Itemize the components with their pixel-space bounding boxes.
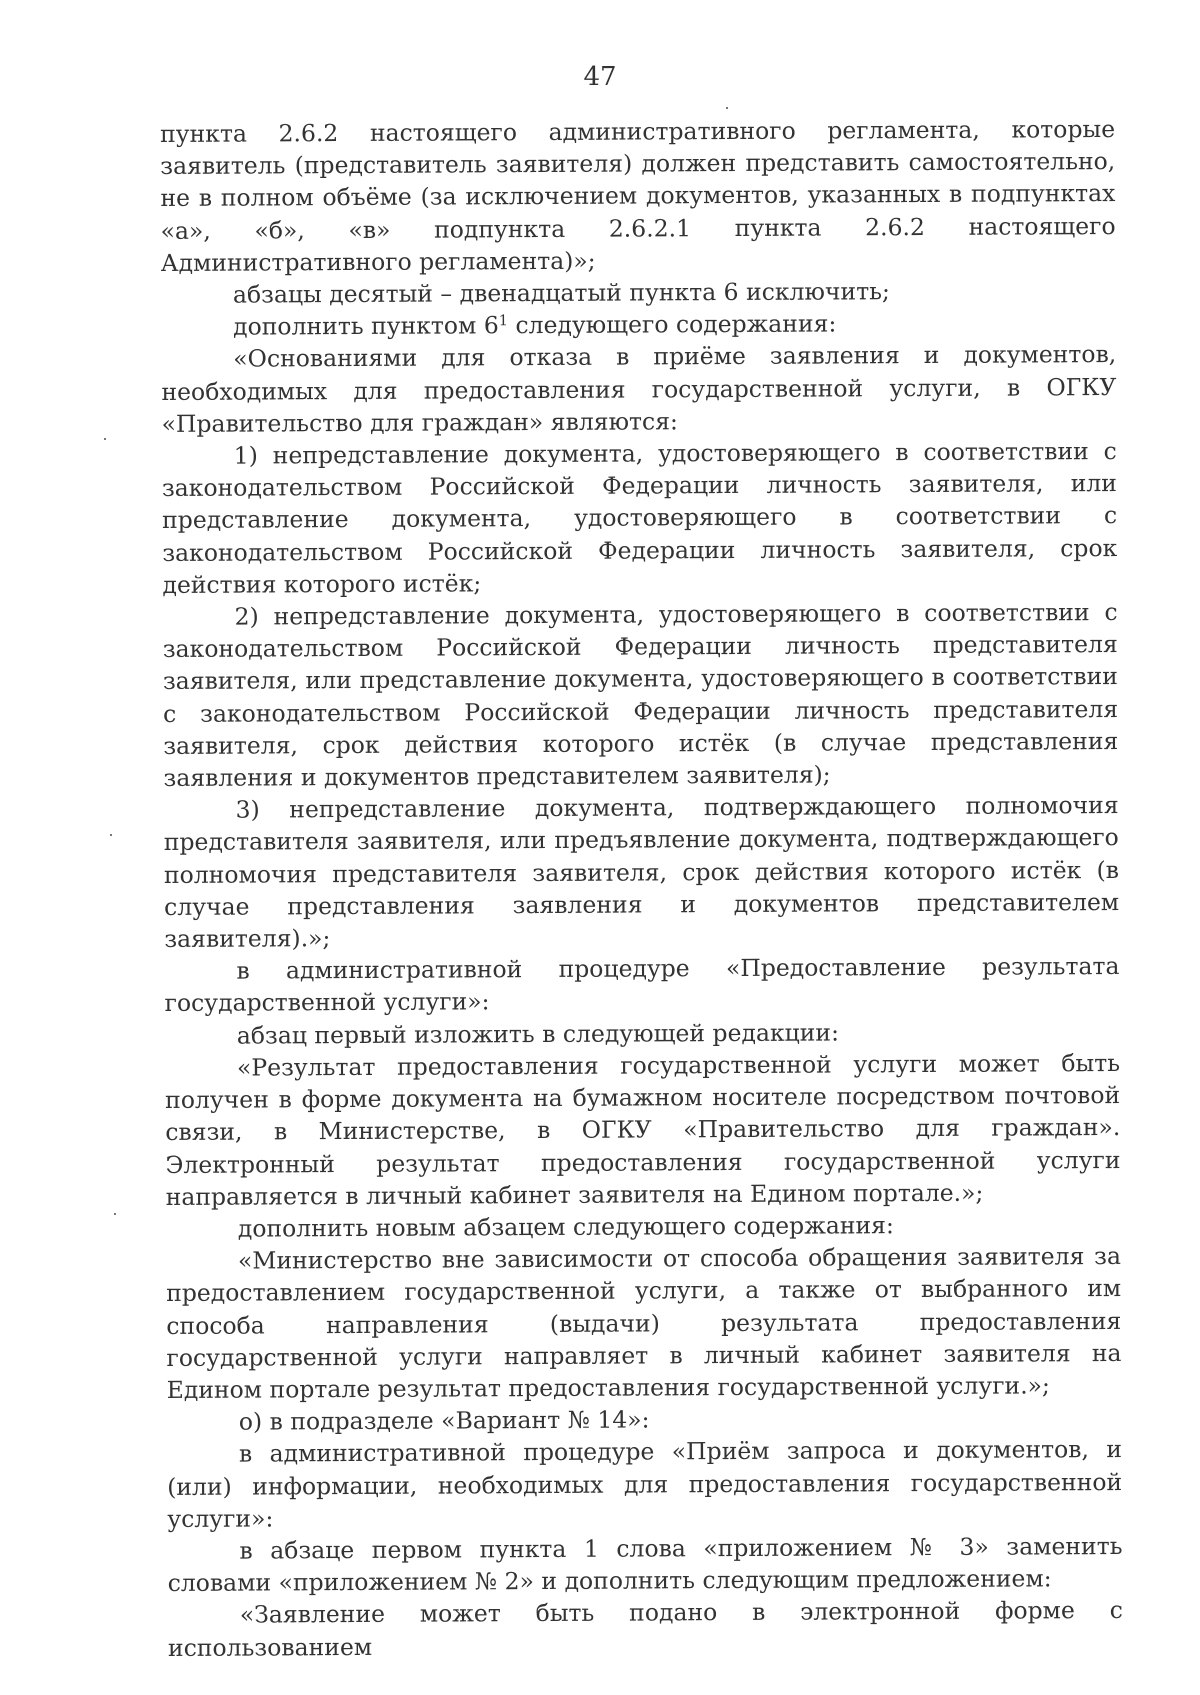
scan-speck: [726, 107, 728, 109]
subsection-heading: о) в подразделе «Вариант № 14»:: [238, 1405, 650, 1436]
scan-speck: [104, 438, 106, 440]
paragraph: «Основаниями для отказа в приёме заявления и документов, необходимых для предоставления государственной услуги, в ОГКУ «Правительство для граждан» являются:: [161, 340, 1117, 438]
list-item: 2) непредставление документа, удостоверяющего в соответствии с законодательством Российской Федерации личность представителя заявителя, или представление документа, удостоверяющего в соответствии с законодательством Российской Федерации личность представителя заявителя, срок действия которого истёк (в случае представления заявления и документов представителем заявителя);: [162, 598, 1119, 793]
paragraph-text: дополнить пунктом 6: [233, 311, 499, 341]
paragraph-text: следующего содержания:: [507, 309, 837, 340]
paragraph: в административной процедуре «Предоставление результата государственной услуги»:: [164, 952, 1120, 1018]
quoted-paragraph: «Результат предоставления государственной услуги может быть получен в форме документа на бумажном носителе посредством почтовой связи, в Министерстве, в ОГКУ «Правительство для граждан». Электронный результат предоставления государственной услуги направляется в личный кабинет заявителя на Едином портале.»;: [165, 1048, 1121, 1211]
scan-speck: [114, 1213, 116, 1215]
paragraph-continuation: пункта 2.6.2 настоящего административного регламента, которые заявитель (представитель заявителя) должен представить самостоятельно, не в полном объёме (за исключением документов, указанных в подпунктах «а», «б», «в» подпункта 2.6.2.1 пункта 2.6.2 настоящего Административного регламента)»;: [160, 114, 1116, 277]
quoted-paragraph: «Министерство вне зависимости от способа обращения заявителя за предоставлением государственной услуги, а также от выбранного им способа направления (выдачи) результата предоставления государственной услуги направляет в личный кабинет заявителя на Едином портале результат предоставления государственной услуги.»;: [166, 1242, 1122, 1404]
paragraph-trailing: «Заявление может быть подано в электронной форме с использованием: [167, 1596, 1123, 1662]
scan-speck: [110, 834, 112, 836]
paragraph: дополнить новым абзацем следующего содержания:: [237, 1211, 894, 1243]
paragraph: в абзаце первом пункта 1 слова «приложением № 3» заменить словами «приложением № 2» и дополнить следующим предложением:: [167, 1531, 1123, 1598]
list-item: 1) непредставление документа, удостоверяющего в соответствии с законодательством Российской Федерации личность заявителя, или представление документа, удостоверяющего в соответствии с законодательством Российской Федерации личность заявителя, срок действия которого истёк;: [161, 437, 1118, 599]
list-item: 3) непредставление документа, подтверждающего полномочия представителя заявителя, или предъявление документа, подтверждающего полномочия представителя заявителя, срок действия которого истёк (в случае представления заявления и документов представителем заявителя).»;: [163, 791, 1120, 954]
paragraph: [161, 306, 1116, 343]
document-body: [160, 113, 1123, 1664]
page-number: 47: [583, 62, 617, 92]
paragraph: абзацы десятый – двенадцатый пункта 6 исключить;: [232, 277, 890, 309]
superscript: 1: [498, 312, 509, 330]
paragraph: абзац первый изложить в следующей редакции:: [236, 1018, 840, 1050]
paragraph: в административной процедуре «Приём запроса и документов, и (или) информации, необходимых для предоставления государственной услуги»:: [167, 1435, 1123, 1533]
